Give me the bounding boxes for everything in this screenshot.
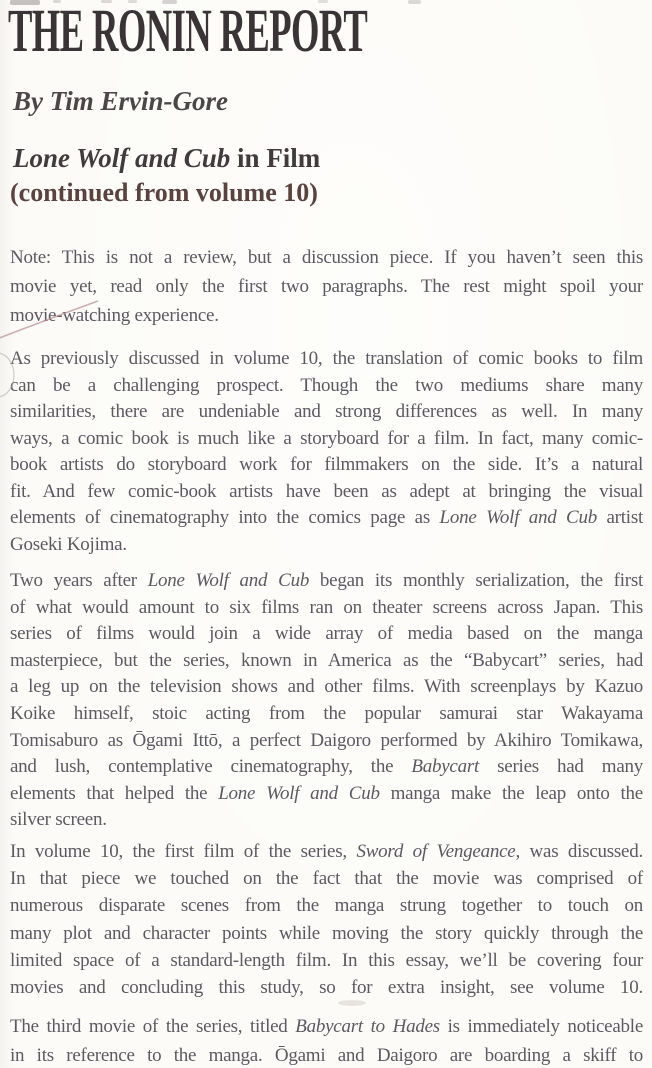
text-line bbox=[10, 568, 643, 595]
text-segment: limited space of a standard-length film. In this essay, we’ll be covering four bbox=[10, 949, 643, 971]
italic-text-segment: Lone Wolf and Cub bbox=[218, 782, 380, 804]
text-line bbox=[10, 479, 643, 506]
italic-text-segment: Sword of Vengeance bbox=[356, 841, 516, 862]
text-line bbox=[10, 272, 643, 301]
text-line bbox=[10, 399, 643, 426]
text-segment: series of films would join a wide array of media based on the manga bbox=[10, 623, 643, 645]
text-line bbox=[10, 452, 643, 479]
text-line bbox=[10, 595, 643, 622]
text-line bbox=[10, 865, 643, 892]
italic-text-segment: Babycart bbox=[411, 756, 480, 778]
text-line bbox=[10, 243, 643, 272]
italic-text-segment: Lone Wolf and Cub bbox=[439, 507, 597, 528]
text-segment: began its monthly serialization, the first bbox=[309, 570, 643, 591]
text-segment: and lush, contemplative cinematography, the bbox=[10, 756, 412, 778]
text-segment: in its reference to the manga. Ōgami and Daigoro are boarding a skiff to bbox=[10, 1045, 643, 1066]
text-line bbox=[10, 892, 643, 919]
article-subheading: (continued from volume 10) bbox=[10, 178, 318, 207]
text-line bbox=[10, 426, 643, 453]
text-segment: Tomisaburo as Ōgami Ittō, a perfect Daigoro performed by Akihiro Tomikawa, bbox=[10, 729, 643, 751]
text-line bbox=[10, 373, 643, 400]
text-segment: similarities, there are undeniable and strong differences as well. In many bbox=[10, 401, 643, 422]
text-segment: In volume 10, the first film of the series, bbox=[10, 841, 357, 862]
text-line bbox=[10, 781, 643, 808]
text-line bbox=[10, 621, 643, 648]
text-line bbox=[10, 920, 643, 947]
article-heading-italic: Lone Wolf and Cub bbox=[13, 143, 231, 173]
text-line bbox=[10, 1041, 643, 1068]
text-segment: Goseki Kojima. bbox=[10, 533, 127, 555]
text-line bbox=[10, 728, 643, 755]
text-line bbox=[10, 974, 643, 1001]
page-title bbox=[8, 0, 607, 65]
text-segment: elements that helped the bbox=[10, 782, 219, 804]
text-segment: a leg up on the television shows and other films. With screenplays by Kazuo bbox=[10, 676, 643, 698]
text-line bbox=[10, 807, 643, 834]
text-line bbox=[10, 505, 643, 532]
text-segment: As previously discussed in volume 10, the translation of comic books to film bbox=[10, 348, 643, 369]
text-segment: manga make the leap onto the bbox=[379, 782, 643, 804]
text-segment: is immediately noticeable bbox=[439, 1016, 644, 1037]
text-segment: Note: This is not a review, but a discussion piece. If you haven’t seen this bbox=[10, 247, 643, 268]
paragraph bbox=[10, 838, 643, 1001]
text-segment: of what would amount to six films ran on theater screens across Japan. This bbox=[10, 596, 643, 618]
text-segment: The third movie of the series, titled bbox=[10, 1016, 296, 1037]
text-line bbox=[10, 754, 643, 781]
text-segment: movie yet, read only the first two paragraphs. The rest might spoil your bbox=[10, 276, 643, 297]
paragraph bbox=[10, 1012, 643, 1068]
byline: By Tim Ervin-Gore bbox=[13, 86, 228, 116]
text-segment: movie-watching experience. bbox=[10, 305, 219, 326]
text-segment: many plot and character points while moving the story quickly through the bbox=[10, 922, 643, 944]
text-line bbox=[10, 346, 643, 373]
text-segment: , was discussed. bbox=[515, 841, 643, 862]
text-segment: series had many bbox=[479, 756, 643, 778]
text-line bbox=[10, 1012, 643, 1041]
text-line bbox=[10, 674, 643, 701]
text-segment: book artists do storyboard work for filmmakers on the side. It’s a natural bbox=[10, 454, 643, 475]
text-segment: masterpiece, but the series, known in America as the “Babycart” series, had bbox=[10, 649, 643, 671]
italic-text-segment: Babycart to Hades bbox=[295, 1016, 440, 1037]
paragraph bbox=[10, 243, 643, 330]
text-line bbox=[10, 532, 643, 559]
text-segment: In that piece we touched on the fact that the movie was comprised of bbox=[10, 868, 643, 890]
text-line bbox=[10, 301, 643, 330]
text-line bbox=[10, 648, 643, 675]
text-line bbox=[10, 838, 643, 865]
text-segment: elements of cinematography into the comics page as bbox=[10, 507, 440, 528]
paragraph bbox=[10, 568, 643, 834]
italic-text-segment: Lone Wolf and Cub bbox=[147, 570, 310, 591]
page-title-text: THE RONIN REPORT bbox=[8, 0, 368, 65]
text-segment: Koike himself, stoic acting from the popular samurai star Wakayama bbox=[10, 702, 643, 724]
text-segment: movies and concluding this study, so for extra insight, see volume 10. bbox=[10, 977, 643, 999]
text-segment: silver screen. bbox=[10, 809, 107, 831]
article-heading-rest: in Film bbox=[230, 143, 321, 173]
text-segment: Two years after bbox=[10, 570, 148, 591]
text-segment: artist bbox=[596, 507, 643, 528]
text-line bbox=[10, 947, 643, 974]
article-heading bbox=[13, 143, 320, 174]
text-line bbox=[10, 701, 643, 728]
text-segment: ways, a comic book is much like a storyboard for a film. In fact, many comic- bbox=[10, 427, 643, 449]
paragraph bbox=[10, 346, 643, 558]
text-segment: can be a challenging prospect. Though the two mediums share many bbox=[10, 374, 643, 396]
text-segment: fit. And few comic-book artists have been as adept at bringing the visual bbox=[10, 480, 643, 502]
text-segment: numerous disparate scenes from the manga strung together to touch on bbox=[10, 895, 643, 917]
